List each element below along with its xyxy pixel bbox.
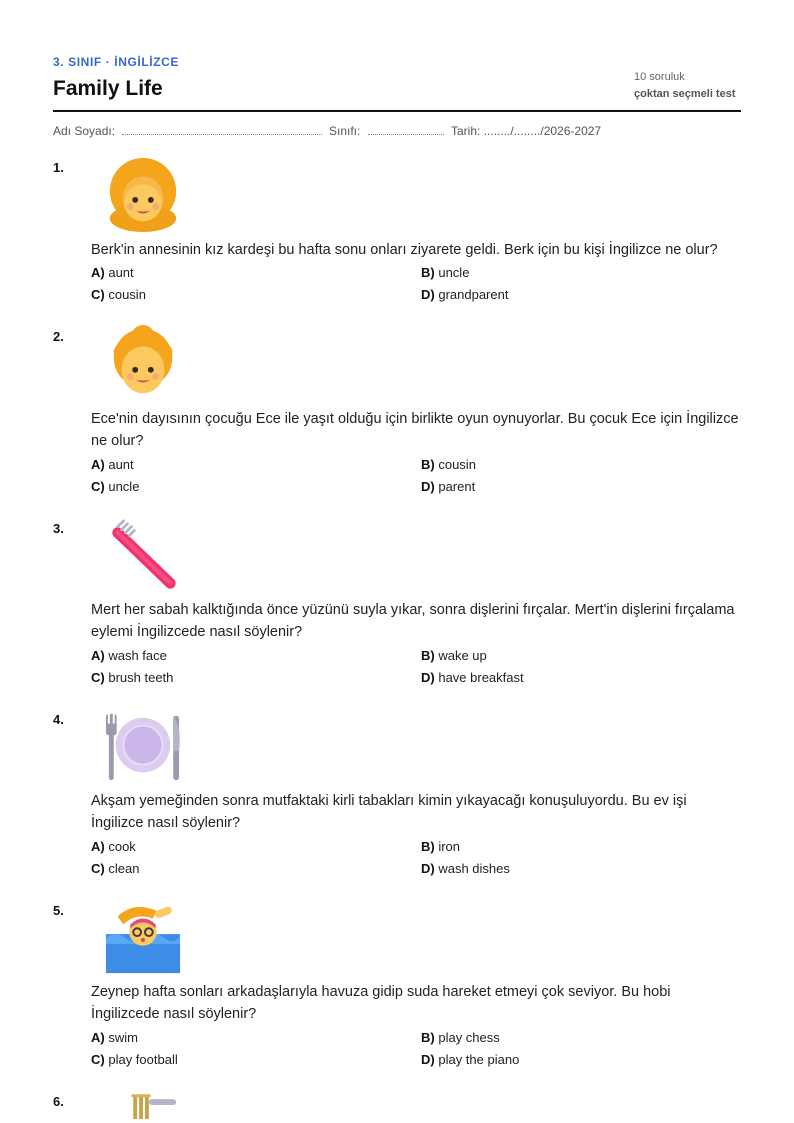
date-field[interactable] bbox=[451, 124, 601, 138]
option-letter: B) bbox=[421, 265, 435, 280]
name-label: Adı Soyadı: bbox=[53, 124, 116, 138]
question-text: Berk'in annesinin kız kardeşi bu hafta sonu onları ziyarete geldi. Berk için bu kişi İngilizce ne olur? bbox=[91, 242, 718, 258]
question-text: Mert her sabah kalktığında önce yüzünü suyla yıkar, sonra dişlerini fırçalar. Mert'in dişlerini fırçalama eylemi İngilizcede nasıl söylenir? bbox=[91, 602, 735, 640]
option-text: cousin bbox=[438, 457, 476, 472]
option-text: swim bbox=[108, 1030, 138, 1045]
option-text: play football bbox=[108, 1052, 178, 1067]
option-text: cousin bbox=[108, 287, 146, 302]
option-text: iron bbox=[438, 839, 461, 854]
option-text: aunt bbox=[108, 457, 134, 472]
option-b[interactable] bbox=[421, 839, 460, 854]
question-text: Zeynep hafta sonları arkadaşlarıyla havuza gidip suda hareket etmeyi çok seviyor. Bu hobi İngilizcede nasıl söylenir? bbox=[91, 984, 671, 1022]
option-letter: C) bbox=[91, 670, 105, 685]
option-letter: C) bbox=[91, 861, 105, 876]
class-blank bbox=[368, 125, 444, 135]
question-number: 1. bbox=[53, 160, 64, 175]
child-curly-hair-icon bbox=[104, 325, 182, 403]
subject-label: 3. SINIF · İNGİLİZCE bbox=[53, 55, 180, 69]
date-label: Tarih: bbox=[451, 124, 481, 138]
option-letter: C) bbox=[91, 479, 105, 494]
option-text: wash face bbox=[108, 648, 167, 663]
option-d[interactable] bbox=[421, 861, 510, 876]
name-blank bbox=[122, 125, 322, 135]
name-field[interactable] bbox=[53, 124, 322, 138]
option-letter: D) bbox=[421, 479, 435, 494]
option-letter: B) bbox=[421, 457, 435, 472]
option-text: cook bbox=[108, 839, 136, 854]
option-letter: B) bbox=[421, 648, 435, 663]
option-d[interactable] bbox=[421, 479, 475, 494]
class-field[interactable] bbox=[329, 124, 444, 138]
option-a[interactable] bbox=[91, 265, 134, 280]
option-c[interactable] bbox=[91, 670, 173, 685]
option-text: aunt bbox=[108, 265, 134, 280]
option-letter: C) bbox=[91, 1052, 105, 1067]
option-letter: C) bbox=[91, 287, 105, 302]
page-title: Family Life bbox=[53, 77, 163, 100]
option-a[interactable] bbox=[91, 457, 134, 472]
question-number: 5. bbox=[53, 903, 64, 918]
option-text: uncle bbox=[438, 265, 470, 280]
option-text: uncle bbox=[108, 479, 140, 494]
option-letter: A) bbox=[91, 1030, 105, 1045]
option-a[interactable] bbox=[91, 839, 136, 854]
option-letter: A) bbox=[91, 648, 105, 663]
date-value: ......../......../2026-2027 bbox=[483, 124, 602, 138]
cricket-icon bbox=[104, 1090, 182, 1119]
option-letter: A) bbox=[91, 839, 105, 854]
option-letter: A) bbox=[91, 457, 105, 472]
option-b[interactable] bbox=[421, 265, 469, 280]
question-text: Akşam yemeğinden sonra mutfaktaki kirli tabakları kimin yıkayacağı konuşuluyordu. Bu ev işi İngilizce nasıl söylenir? bbox=[91, 793, 687, 831]
test-meta bbox=[634, 71, 794, 100]
question-count: 10 soruluk bbox=[634, 71, 685, 83]
option-text: wash dishes bbox=[438, 861, 510, 876]
option-c[interactable] bbox=[91, 1052, 178, 1067]
option-text: wake up bbox=[438, 648, 487, 663]
woman-swimming-icon bbox=[104, 899, 182, 977]
option-b[interactable] bbox=[421, 457, 476, 472]
class-label: Sınıfı: bbox=[329, 124, 361, 138]
woman-curly-hair-icon bbox=[104, 156, 182, 234]
option-text: clean bbox=[108, 861, 140, 876]
option-letter: D) bbox=[421, 1052, 435, 1067]
option-b[interactable] bbox=[421, 648, 487, 663]
option-letter: B) bbox=[421, 1030, 435, 1045]
question-number: 3. bbox=[53, 521, 64, 536]
plate-fork-knife-icon bbox=[104, 708, 182, 786]
question-number: 4. bbox=[53, 712, 64, 727]
option-text: play the piano bbox=[438, 1052, 520, 1067]
option-b[interactable] bbox=[421, 1030, 500, 1045]
option-c[interactable] bbox=[91, 479, 139, 494]
question-number: 2. bbox=[53, 329, 64, 344]
option-letter: D) bbox=[421, 861, 435, 876]
option-d[interactable] bbox=[421, 1052, 519, 1067]
option-letter: A) bbox=[91, 265, 105, 280]
option-text: play chess bbox=[438, 1030, 500, 1045]
option-text: brush teeth bbox=[108, 670, 174, 685]
option-letter: B) bbox=[421, 839, 435, 854]
option-a[interactable] bbox=[91, 1030, 138, 1045]
option-d[interactable] bbox=[421, 287, 508, 302]
toothbrush-icon bbox=[104, 517, 182, 595]
option-text: have breakfast bbox=[438, 670, 524, 685]
test-type: çoktan seçmeli test bbox=[634, 88, 736, 100]
option-letter: D) bbox=[421, 670, 435, 685]
option-c[interactable] bbox=[91, 287, 146, 302]
option-text: parent bbox=[438, 479, 476, 494]
header-divider bbox=[53, 110, 741, 112]
option-a[interactable] bbox=[91, 648, 167, 663]
option-c[interactable] bbox=[91, 861, 139, 876]
option-d[interactable] bbox=[421, 670, 524, 685]
option-text: grandparent bbox=[438, 287, 509, 302]
question-number: 6. bbox=[53, 1094, 64, 1109]
option-letter: D) bbox=[421, 287, 435, 302]
question-text: Ece'nin dayısının çocuğu Ece ile yaşıt olduğu için birlikte oyun oynuyorlar. Bu çocuk Ece için İngilizce ne olur? bbox=[91, 411, 739, 449]
